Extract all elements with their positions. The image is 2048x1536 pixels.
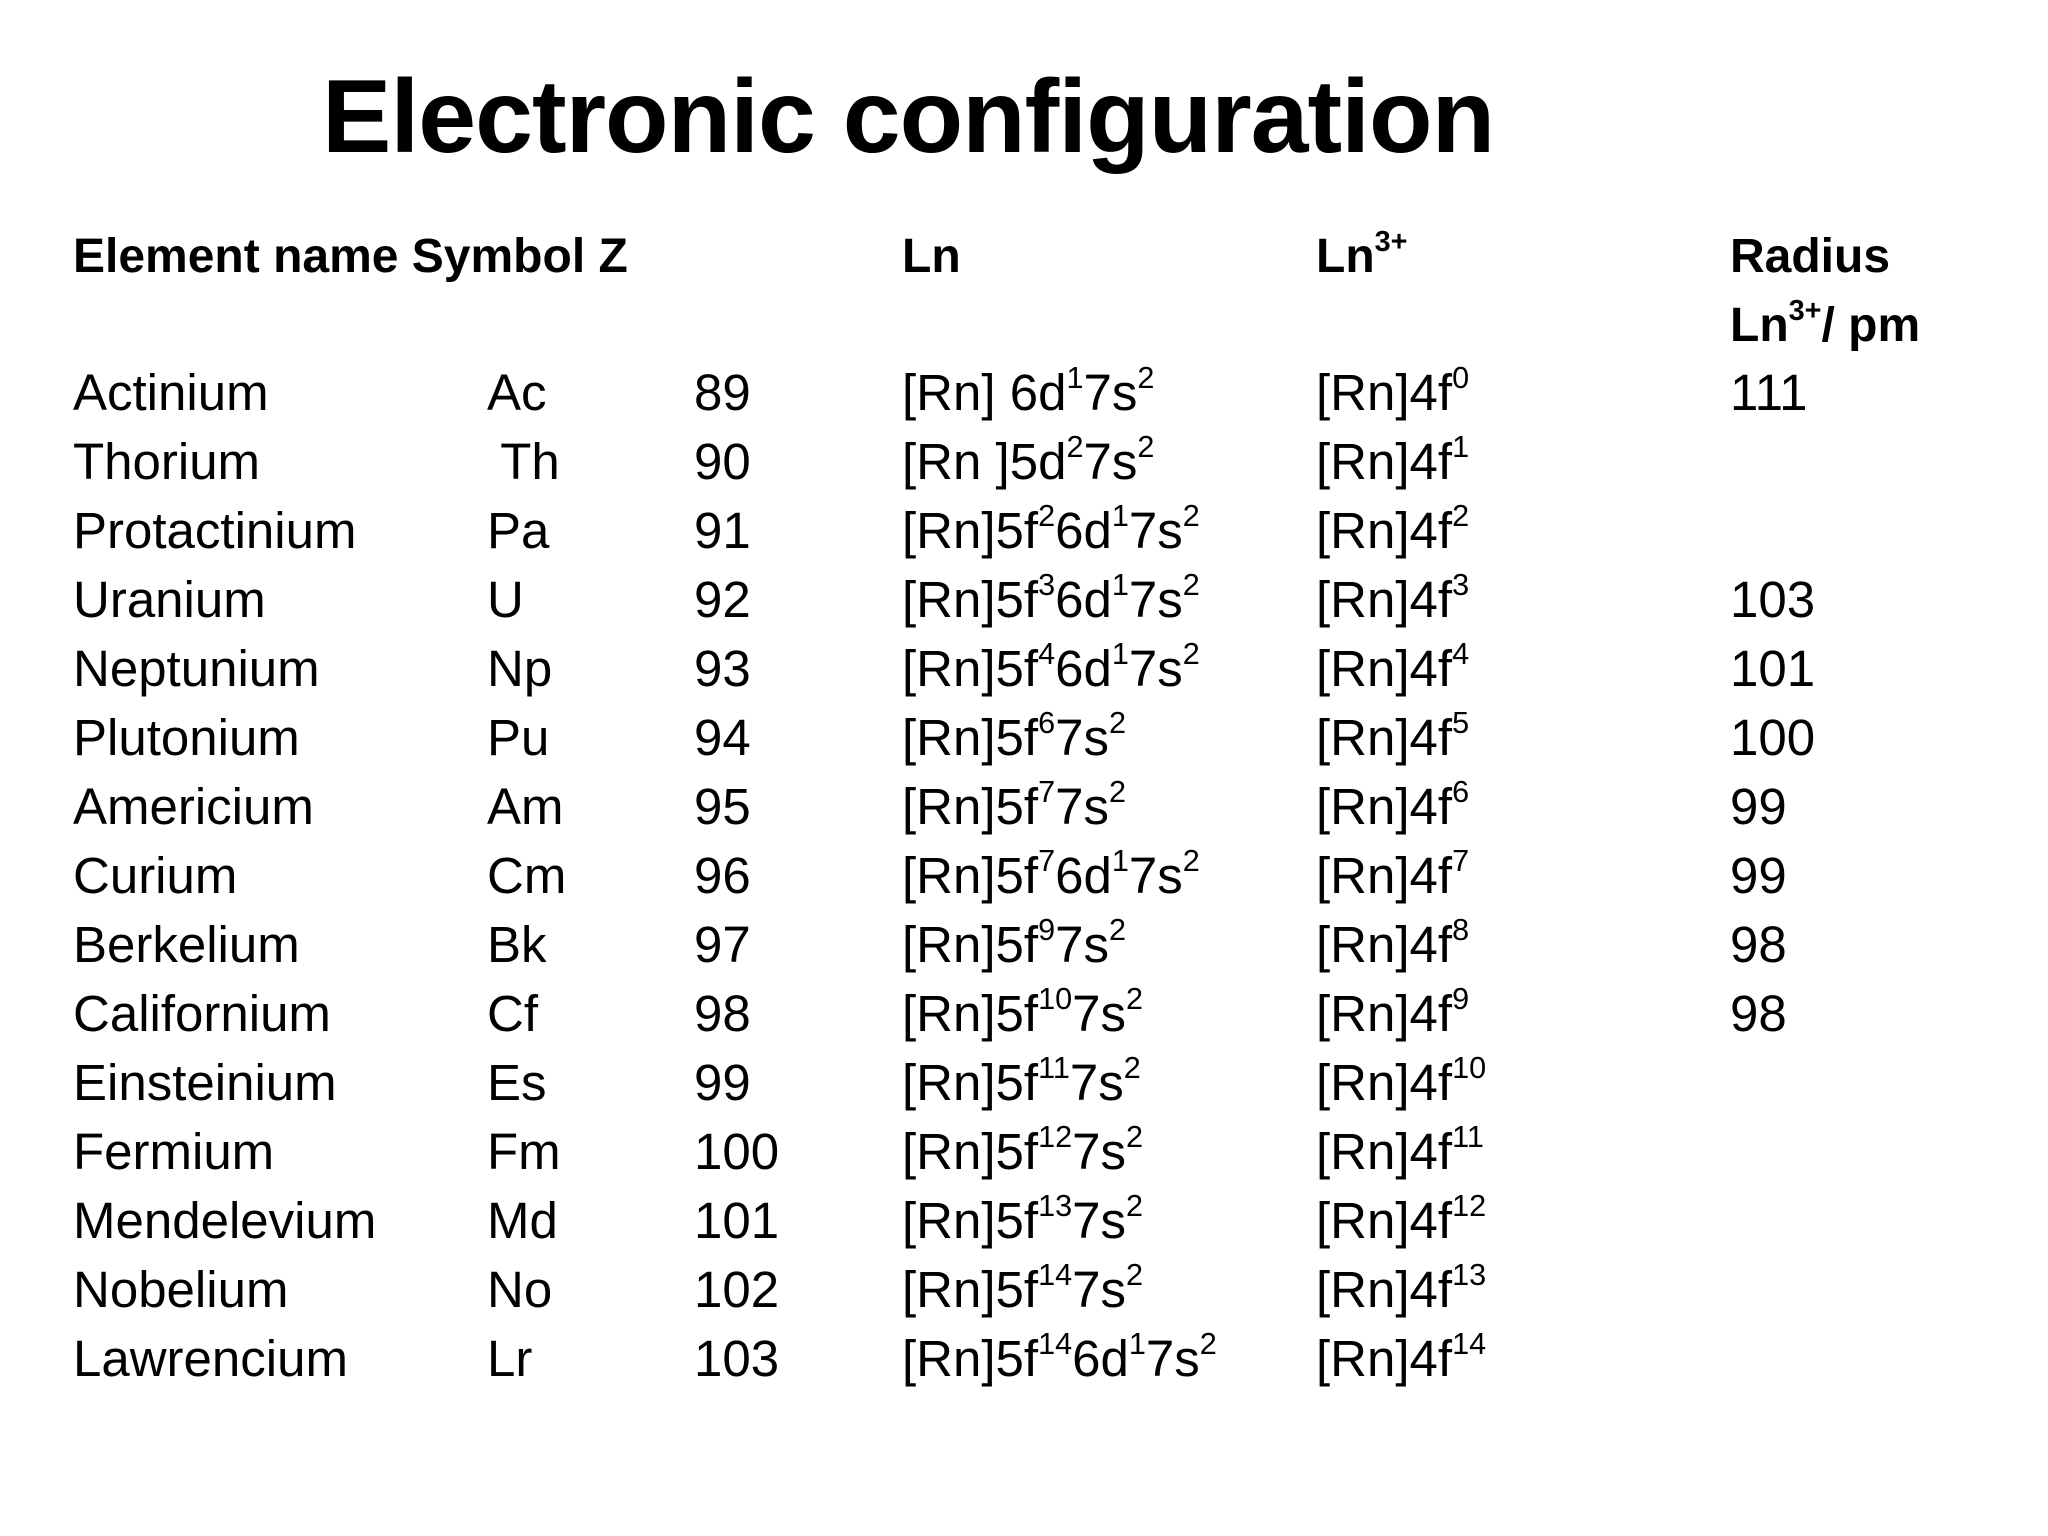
config-text: [Rn]4f	[1316, 1261, 1453, 1318]
ln-configuration	[902, 634, 1200, 703]
element-name: Curium	[73, 847, 238, 904]
ln-configuration	[902, 772, 1126, 841]
config-text: 7s	[1072, 1192, 1126, 1249]
config-text: 7s	[1128, 571, 1183, 628]
ln-configuration	[902, 1255, 1143, 1324]
config-text: [Rn]4f	[1316, 709, 1453, 766]
ion-radius: 111	[1730, 364, 1808, 421]
config-superscript: 2	[1199, 1326, 1217, 1361]
table-row	[0, 1186, 2048, 1255]
element-name: Lawrencium	[73, 1330, 348, 1387]
config-superscript: 2	[1182, 843, 1200, 878]
element-name: Protactinium	[73, 502, 357, 559]
config-superscript: 11	[1038, 1050, 1070, 1085]
config-superscript: 11	[1452, 1119, 1484, 1154]
config-superscript: 4	[1038, 636, 1056, 671]
atomic-number: 99	[694, 1054, 751, 1111]
header-name-symbol-z: Element name Symbol Z	[73, 230, 628, 283]
element-symbol: Cm	[487, 847, 567, 904]
config-superscript: 2	[1182, 498, 1200, 533]
ln-configuration	[902, 910, 1126, 979]
header-radius-line1: Radius	[1730, 230, 1891, 283]
config-text: 6d	[1055, 847, 1112, 904]
config-superscript: 14	[1038, 1326, 1073, 1361]
atomic-number: 101	[694, 1192, 780, 1249]
config-text: 7s	[1128, 847, 1183, 904]
config-superscript: 1	[1111, 843, 1129, 878]
config-text: [Rn]4f	[1316, 433, 1453, 490]
ln3-configuration	[1316, 565, 1469, 634]
table-row	[0, 1324, 2048, 1393]
config-superscript: 12	[1038, 1119, 1073, 1154]
ln3-configuration	[1316, 979, 1469, 1048]
element-name: Mendelevium	[73, 1192, 377, 1249]
element-symbol: Pu	[487, 709, 550, 766]
config-superscript: 2	[1125, 1257, 1143, 1292]
config-superscript: 3	[1452, 567, 1470, 602]
config-text: 7s	[1083, 433, 1138, 490]
config-superscript: 10	[1038, 981, 1073, 1016]
element-name: Berkelium	[73, 916, 300, 973]
ion-radius: 100	[1730, 709, 1816, 766]
config-text: [Rn]5f	[902, 1261, 1039, 1318]
ln3-configuration	[1316, 1255, 1486, 1324]
atomic-number: 90	[694, 433, 751, 490]
config-text: 7s	[1083, 364, 1138, 421]
config-superscript: 2	[1182, 567, 1200, 602]
config-superscript: 1	[1066, 360, 1084, 395]
ion-radius: 101	[1730, 640, 1816, 697]
config-text: 7s	[1055, 916, 1109, 973]
config-text: [Rn]4f	[1316, 640, 1453, 697]
config-superscript: 9	[1038, 912, 1056, 947]
ln3-configuration	[1316, 910, 1469, 979]
atomic-number: 94	[694, 709, 751, 766]
config-text: [Rn]4f	[1316, 502, 1453, 559]
config-text: [Rn]5f	[902, 1192, 1039, 1249]
config-text: 7s	[1055, 778, 1109, 835]
config-superscript: 2	[1108, 912, 1126, 947]
config-text: [Rn]5f	[902, 985, 1039, 1042]
config-superscript: 7	[1452, 843, 1470, 878]
config-text: 7s	[1128, 640, 1183, 697]
config-superscript: 2	[1066, 429, 1084, 464]
config-text: 6d	[1072, 1330, 1129, 1387]
config-superscript: 13	[1452, 1257, 1487, 1292]
config-text: [Rn]5f	[902, 778, 1039, 835]
config-superscript: 5	[1452, 705, 1470, 740]
ln-configuration	[902, 1117, 1143, 1186]
atomic-number: 97	[694, 916, 751, 973]
element-name: Uranium	[73, 571, 266, 628]
atomic-number: 95	[694, 778, 751, 835]
ln-configuration	[902, 703, 1126, 772]
table-row	[0, 565, 2048, 634]
atomic-number: 96	[694, 847, 751, 904]
ln-configuration	[902, 1186, 1143, 1255]
table-row	[0, 1048, 2048, 1117]
table-row	[0, 772, 2048, 841]
config-text: 7s	[1072, 1123, 1126, 1180]
ion-radius: 99	[1730, 847, 1787, 904]
element-symbol: Bk	[487, 916, 547, 973]
config-superscript: 13	[1038, 1188, 1073, 1223]
ion-radius: 99	[1730, 778, 1787, 835]
element-name: Nobelium	[73, 1261, 289, 1318]
config-superscript: 9	[1452, 981, 1470, 1016]
config-superscript: 2	[1108, 705, 1126, 740]
table-row	[0, 634, 2048, 703]
config-text: [Rn]5f	[902, 847, 1039, 904]
atomic-number: 93	[694, 640, 751, 697]
table-row	[0, 979, 2048, 1048]
config-superscript: 2	[1452, 498, 1470, 533]
config-text: [Rn]5f	[902, 1123, 1039, 1180]
config-text: [Rn]4f	[1316, 985, 1453, 1042]
ln3-configuration	[1316, 634, 1469, 703]
config-text: 7s	[1128, 502, 1183, 559]
ln3-configuration	[1316, 1186, 1486, 1255]
config-superscript: 3	[1038, 567, 1056, 602]
config-text: [Rn]4f	[1316, 1123, 1453, 1180]
table-row	[0, 358, 2048, 427]
config-text: [Rn]4f	[1316, 1054, 1453, 1111]
config-text: [Rn]4f	[1316, 364, 1453, 421]
element-symbol: Ac	[487, 364, 547, 421]
config-superscript: 2	[1137, 360, 1155, 395]
element-symbol: Cf	[487, 985, 538, 1042]
config-superscript: 14	[1038, 1257, 1073, 1292]
element-name: Fermium	[73, 1123, 275, 1180]
config-text: [Rn]5f	[902, 709, 1039, 766]
table-row	[0, 1255, 2048, 1324]
ion-radius: 98	[1730, 916, 1787, 973]
element-name: Californium	[73, 985, 331, 1042]
ln-configuration	[902, 496, 1200, 565]
atomic-number: 103	[694, 1330, 780, 1387]
atomic-number: 92	[694, 571, 751, 628]
config-superscript: 1	[1111, 567, 1129, 602]
ion-radius: 103	[1730, 571, 1816, 628]
atomic-number: 100	[694, 1123, 780, 1180]
table-row	[0, 496, 2048, 565]
config-superscript: 1	[1111, 636, 1129, 671]
element-symbol: Am	[487, 778, 564, 835]
config-superscript: 14	[1452, 1326, 1487, 1361]
ln3-configuration	[1316, 496, 1469, 565]
config-superscript: 2	[1123, 1050, 1141, 1085]
config-text: [Rn]5f	[902, 916, 1039, 973]
config-superscript: 4	[1452, 636, 1470, 671]
ln3-configuration	[1316, 427, 1469, 496]
table-row	[0, 427, 2048, 496]
table-row	[0, 910, 2048, 979]
ion-radius: 98	[1730, 985, 1787, 1042]
ln-configuration	[902, 565, 1200, 634]
ln3-configuration	[1316, 772, 1469, 841]
atomic-number: 91	[694, 502, 751, 559]
config-text: 7s	[1145, 1330, 1200, 1387]
config-superscript: 1	[1111, 498, 1129, 533]
config-superscript: 1	[1128, 1326, 1146, 1361]
config-text: [Rn]4f	[1316, 916, 1453, 973]
config-superscript: 6	[1038, 705, 1056, 740]
element-symbol: Np	[487, 640, 553, 697]
element-symbol: Pa	[487, 502, 550, 559]
header-radius	[1730, 222, 1920, 360]
config-text: 6d	[1055, 571, 1112, 628]
ln-configuration	[902, 841, 1200, 910]
element-name: Thorium	[73, 433, 261, 490]
table-row	[0, 703, 2048, 772]
element-name: Einsteinium	[73, 1054, 337, 1111]
config-superscript: 8	[1452, 912, 1470, 947]
ln-configuration	[902, 1324, 1217, 1393]
config-text: [Rn]5f	[902, 1054, 1039, 1111]
config-superscript: 6	[1452, 774, 1470, 809]
ln3-configuration	[1316, 358, 1469, 427]
config-text: [Rn]4f	[1316, 1192, 1453, 1249]
config-text: [Rn]5f	[902, 1330, 1039, 1387]
header-ln3-sup: 3+	[1374, 226, 1408, 259]
element-name: Plutonium	[73, 709, 300, 766]
element-name: Neptunium	[73, 640, 320, 697]
config-text: [Rn]5f	[902, 502, 1039, 559]
config-text: 7s	[1055, 709, 1109, 766]
element-symbol: Md	[487, 1192, 558, 1249]
atomic-number: 102	[694, 1261, 780, 1318]
config-superscript: 7	[1038, 843, 1056, 878]
ln3-configuration	[1316, 703, 1469, 772]
config-superscript: 2	[1182, 636, 1200, 671]
table-row	[0, 1117, 2048, 1186]
element-table	[0, 358, 2048, 1393]
config-text: 7s	[1069, 1054, 1124, 1111]
config-superscript: 2	[1038, 498, 1056, 533]
config-superscript: 10	[1452, 1050, 1487, 1085]
config-text: [Rn] 6d	[902, 364, 1067, 421]
ln-configuration	[902, 358, 1154, 427]
page-title: Electronic configuration	[322, 59, 1495, 175]
element-symbol: Fm	[487, 1123, 561, 1180]
config-superscript: 7	[1038, 774, 1056, 809]
config-text: [Rn]5f	[902, 571, 1039, 628]
config-text: [Rn]4f	[1316, 1330, 1453, 1387]
header-ln3-base: Ln	[1316, 230, 1375, 283]
table-row	[0, 841, 2048, 910]
element-symbol: No	[487, 1261, 553, 1318]
header-ln: Ln	[902, 230, 961, 283]
config-text: 7s	[1072, 985, 1126, 1042]
config-superscript: 2	[1125, 981, 1143, 1016]
header-radius-line2-suffix: / pm	[1821, 299, 1921, 352]
header-radius-line2	[1730, 291, 1920, 360]
config-text: [Rn]5f	[902, 640, 1039, 697]
element-symbol: U	[487, 571, 524, 628]
element-symbol: Es	[487, 1054, 547, 1111]
header-radius-line2-sup: 3+	[1788, 295, 1822, 328]
config-text: 6d	[1055, 502, 1112, 559]
atomic-number: 98	[694, 985, 751, 1042]
config-text: [Rn ]5d	[902, 433, 1067, 490]
config-text: [Rn]4f	[1316, 778, 1453, 835]
ln-configuration	[902, 979, 1143, 1048]
config-superscript: 1	[1452, 429, 1470, 464]
ln3-configuration	[1316, 1048, 1486, 1117]
element-symbol: Th	[487, 433, 560, 490]
ln3-configuration	[1316, 1117, 1484, 1186]
header-ln3	[1316, 222, 1407, 291]
ln-configuration	[902, 1048, 1141, 1117]
config-superscript: 2	[1125, 1119, 1143, 1154]
config-text: [Rn]4f	[1316, 847, 1453, 904]
element-symbol: Lr	[487, 1330, 533, 1387]
config-superscript: 2	[1125, 1188, 1143, 1223]
config-superscript: 2	[1108, 774, 1126, 809]
atomic-number: 89	[694, 364, 751, 421]
ln3-configuration	[1316, 1324, 1486, 1393]
ln-configuration	[902, 427, 1154, 496]
config-text: 7s	[1072, 1261, 1126, 1318]
element-name: Actinium	[73, 364, 269, 421]
config-superscript: 12	[1452, 1188, 1487, 1223]
element-name: Americium	[73, 778, 314, 835]
header-radius-line2-base: Ln	[1730, 299, 1789, 352]
ln3-configuration	[1316, 841, 1469, 910]
config-text: [Rn]4f	[1316, 571, 1453, 628]
config-superscript: 2	[1137, 429, 1155, 464]
config-text: 6d	[1055, 640, 1112, 697]
config-superscript: 0	[1452, 360, 1470, 395]
